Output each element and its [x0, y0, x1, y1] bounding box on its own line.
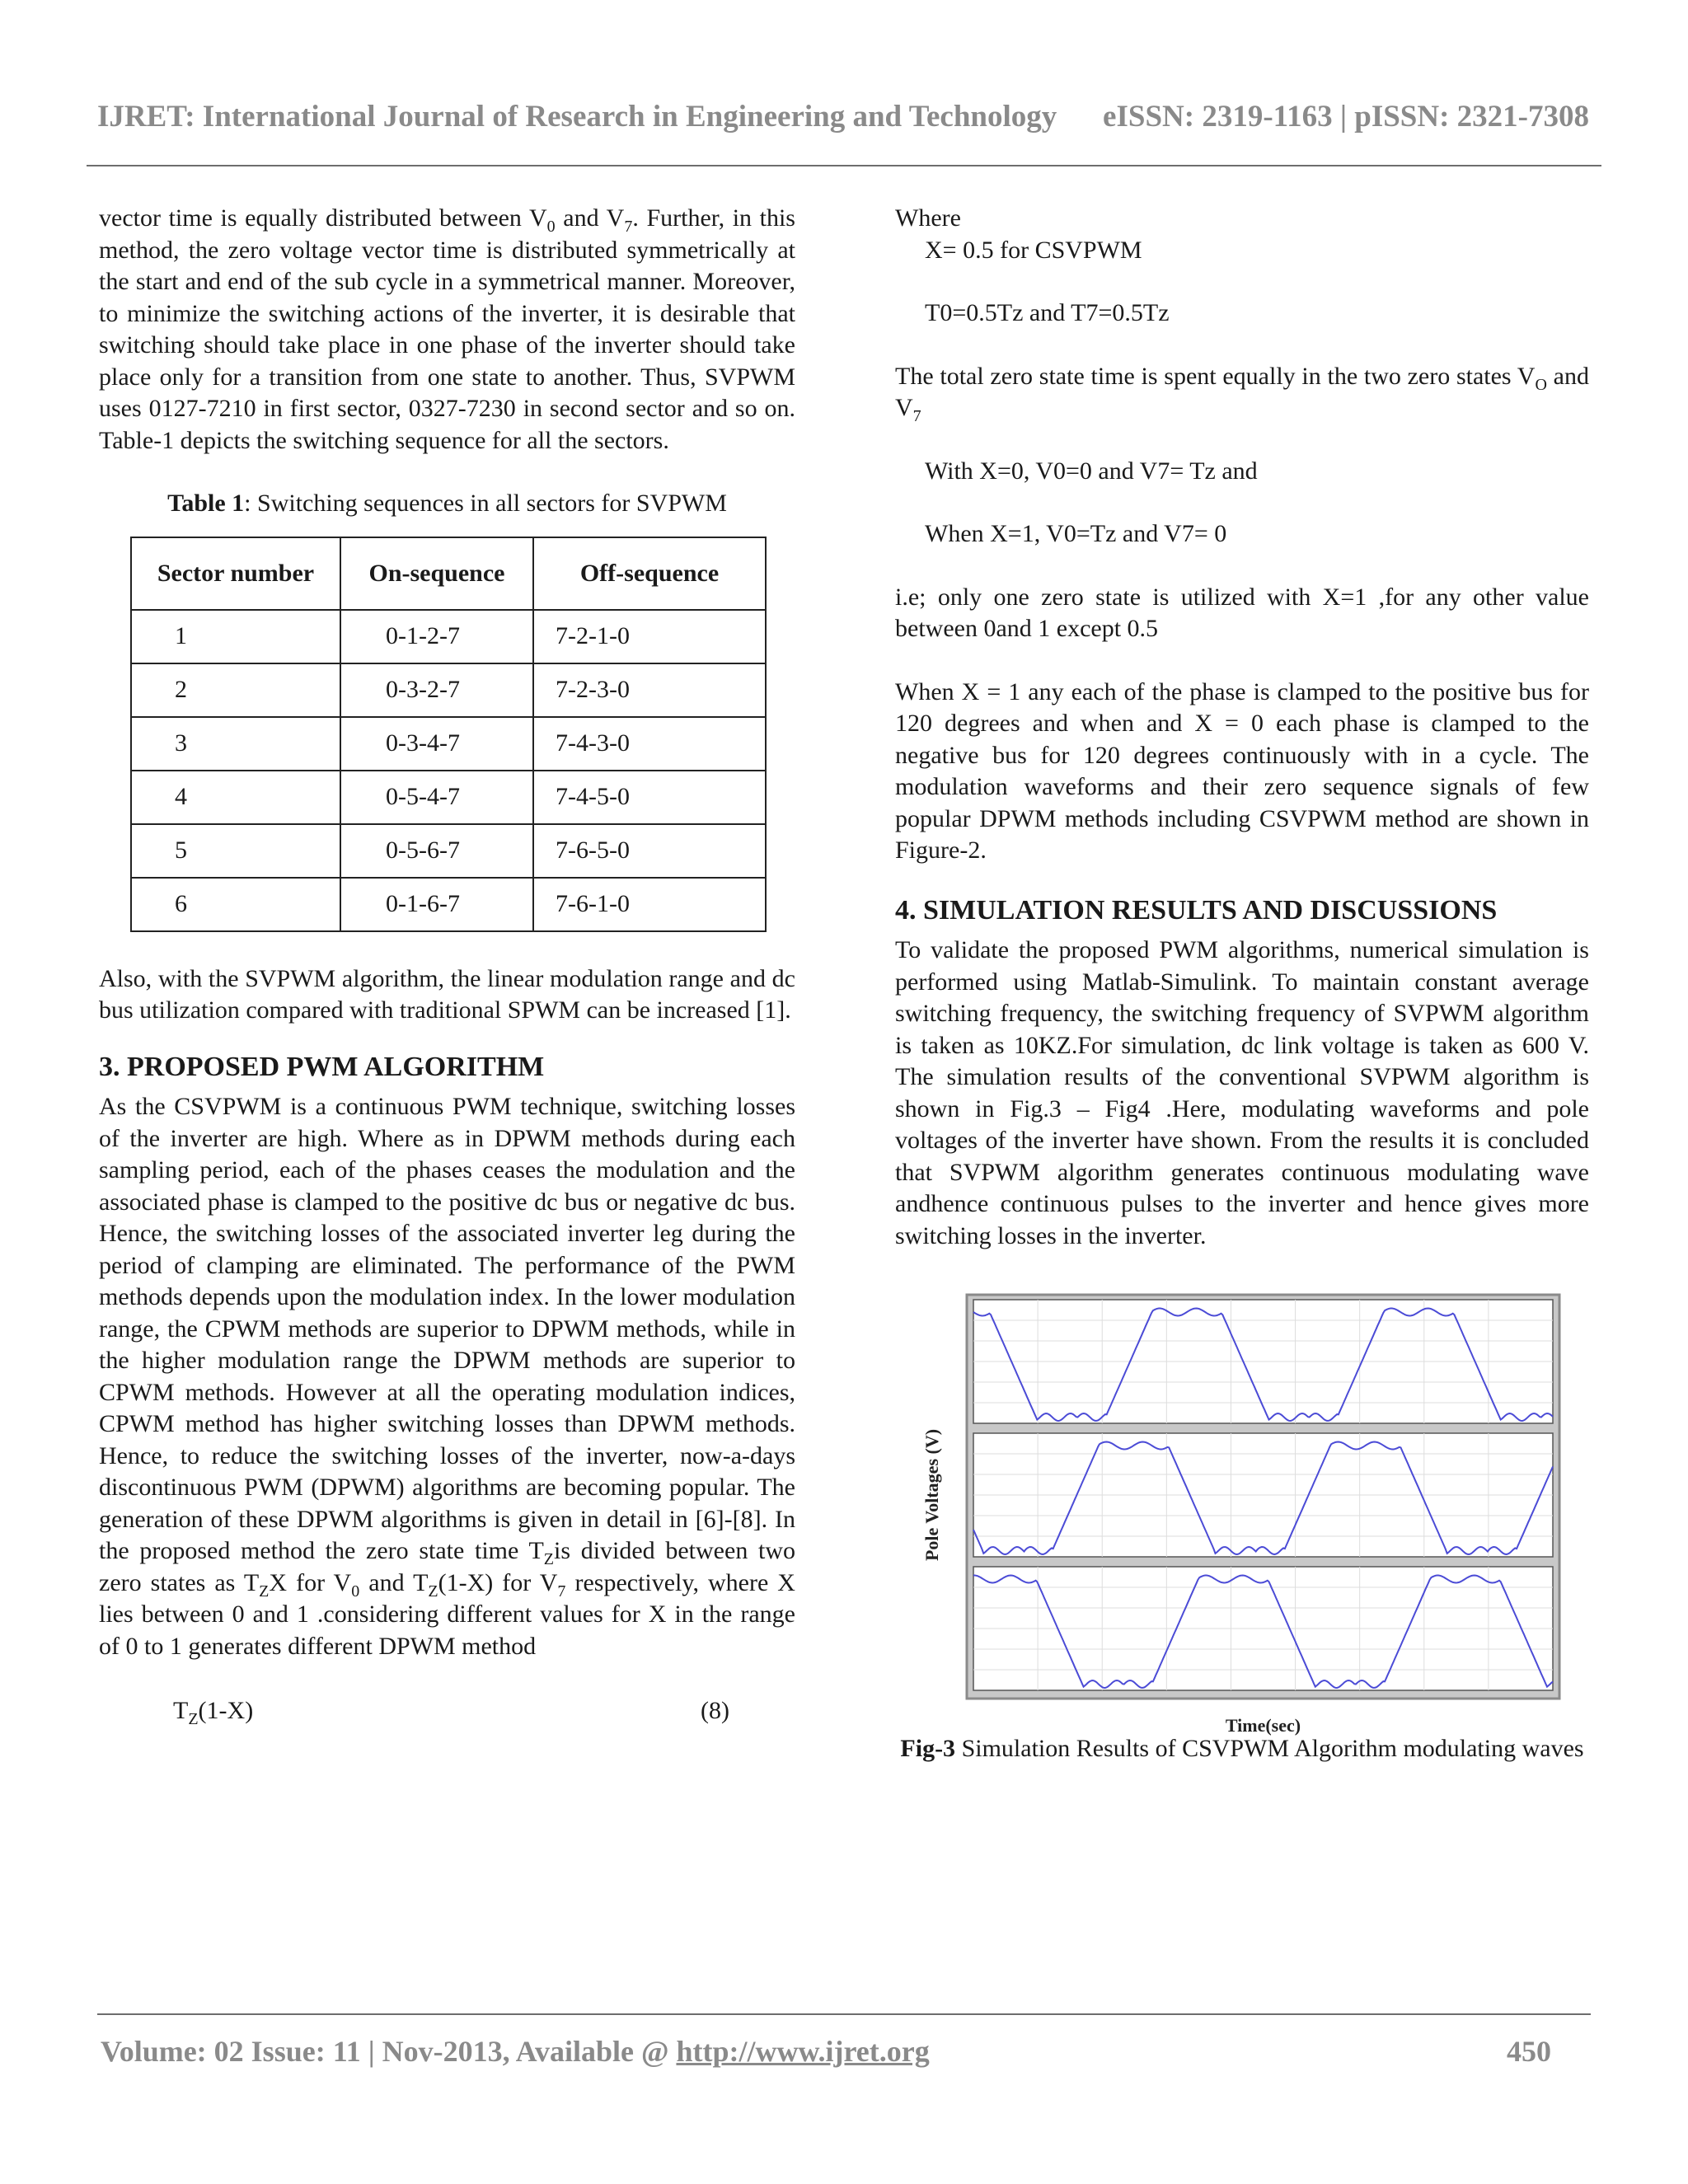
pole-voltage-chart — [895, 1290, 1589, 1736]
where-label: Where — [895, 204, 961, 232]
page-number: 450 — [1507, 2035, 1551, 2068]
paragraph-proposed-pwm: As the CSVPWM is a continuous PWM technique, switching losses of the inverter are high. Where as in DPWM methods during each sampling period, each of the phases ceases the modulation and the associated phase is clamped to the positive dc bus or negative dc bus. Hence, the switching losses of the associated inverter leg during the period of clamping are eliminated. The performance of the PWM methods depends upon the modulation index. In the lower modulation range, the CPWM methods are superior to DPWM methods, while in the higher modulation range the DPWM methods are superior to CPWM methods. However at all the operating modulation indices, CPWM method has higher switching losses than DPWM methods. Hence, to reduce the switching losses of the inverter, now-a-days discontinuous PWM (DPWM) algorithms are becoming popular. The generation of these DPWM algorithms is given in detail in [6]-[8]. In the proposed method the zero state time $T_Zis$ divided between two zero states as $T_ZX$ for $V_0$ and $T_Z(1-X)$ for $V_7$ respectively, where X lies between 0 and 1 .considering different values for X in the range of 0 to 1 generates different DPWM method — [99, 1093, 795, 1660]
x1-line: When X=1, V0=Tz and V7= 0 — [925, 520, 1227, 547]
paragraph-vector-time: vector time is equally distributed between $V_0$ and $V_7$. Further, in this method, the zero voltage vector time is distributed symmetrically at the start and end of the sub cycle in a symmetrical manner. Moreover, to minimize the switching actions of the inverter, it is desirable that switching should take place in one phase of the inverter should take place only for a transition from one state to another. Thus, SVPWM uses 0127-7210 in first sector, 0327-7230 in second sector and so on. Table-1 depicts the switching sequence for all the sectors. — [99, 204, 795, 454]
journal-title: IJRET: International Journal of Research in Engineering and Technology — [97, 100, 1057, 134]
on-sequence-cell: 0-3-4-7 — [340, 717, 533, 771]
left-column — [99, 203, 795, 1727]
off-sequence-cell: 7-6-1-0 — [533, 878, 766, 931]
t0-t7-line: T0=0.5Tz and T7=0.5Tz — [925, 299, 1170, 326]
x-axis-label: Time(sec) — [1225, 1715, 1301, 1736]
section-4-heading: 4. SIMULATION RESULTS AND DISCUSSIONS — [895, 894, 1498, 926]
running-header — [97, 99, 1589, 134]
header-on-sequence: On-sequence — [340, 537, 533, 610]
footer-volume: Volume: 02 Issue: 11 | Nov-2013, Available @ http://www.ijret.org — [101, 2035, 930, 2068]
x0-line: With X=0, V0=0 and V7= Tz and — [925, 457, 1258, 485]
table-header-row — [131, 537, 766, 610]
on-sequence-cell: 0-3-2-7 — [340, 663, 533, 717]
sector-cell: 6 — [131, 878, 340, 931]
off-sequence-cell: 7-6-5-0 — [533, 824, 766, 878]
equation-lhs: $T_Z(1-X)$ — [173, 1697, 254, 1728]
paragraph-clamping: When X = 1 any each of the phase is clamped to the positive bus for 120 degrees and when and X = 0 each phase is clamped to the negative bus for 120 degrees continuously with in a cycle. The modulation waveforms and their zero sequence signals of few popular DPWM methods including CSVPWM method are shown in Figure-2. — [895, 677, 1589, 864]
table-row — [131, 717, 766, 771]
header-sector-number: Sector number — [131, 537, 340, 610]
table-row — [131, 663, 766, 717]
sector-cell: 5 — [131, 824, 340, 878]
paragraph-simulation: To validate the proposed PWM algorithms, numerical simulation is performed using Matlab-Simulink. To maintain constant average switching frequency, the switching frequency of SVPWM algorithm is taken as 10KZ.For simulation, dc link voltage is taken as 600 V. The simulation results of the conventional SVPWM algorithm is shown in Fig.3 – Fig4 .Here, modulating waveforms and pole voltages of the inverter have shown. From the results it is concluded that SVPWM algorithm generates continuous modulating wave andhence continuous pulses to the inverter and hence gives more switching losses in the inverter. — [895, 936, 1589, 1249]
table-row — [131, 771, 766, 824]
issn: eISSN: 2319-1163 | pISSN: 2321-7308 — [1103, 100, 1589, 134]
paragraph-svpwm-advantage: Also, with the SVPWM algorithm, the linear modulation range and dc bus utilization compared with traditional SPWM can be increased [1]. — [99, 964, 795, 1024]
figure-3-caption: Fig-3 Simulation Results of CSVPWM Algorithm modulating waves — [900, 1735, 1584, 1762]
off-sequence-cell: 7-2-1-0 — [533, 610, 766, 663]
paragraph-ie: i.e; only one zero state is utilized with X=1 ,for any other value between 0and 1 except 0.5 — [895, 583, 1589, 642]
header-rule — [87, 165, 1601, 166]
table-row — [131, 824, 766, 878]
sector-cell: 4 — [131, 771, 340, 824]
equation-8 — [99, 1695, 795, 1727]
header-off-sequence: Off-sequence — [533, 537, 766, 610]
right-column — [895, 203, 1589, 1765]
on-sequence-cell: 0-1-2-7 — [340, 610, 533, 663]
journal-link[interactable]: http://www.ijret.org — [676, 2035, 930, 2068]
on-sequence-cell: 0-5-4-7 — [340, 771, 533, 824]
on-sequence-cell: 0-1-6-7 — [340, 878, 533, 931]
sector-cell: 2 — [131, 663, 340, 717]
off-sequence-cell: 7-4-5-0 — [533, 771, 766, 824]
paragraph-total-zero-state: The total zero state time is spent equally in the two zero states $V_O$ and $V_7$ — [895, 362, 1589, 425]
equation-number: (8) — [701, 1697, 729, 1724]
switching-sequence-table — [130, 537, 767, 932]
footer-rule — [97, 2013, 1591, 2015]
sector-cell: 3 — [131, 717, 340, 771]
on-sequence-cell: 0-5-6-7 — [340, 824, 533, 878]
table-row — [131, 878, 766, 931]
table-caption: Table 1: Switching sequences in all sectors for SVPWM — [167, 490, 727, 517]
table-row — [131, 610, 766, 663]
y-axis-label: Pole Voltages (V) — [921, 1428, 942, 1562]
section-3-heading: 3. PROPOSED PWM ALGORITHM — [99, 1051, 545, 1082]
off-sequence-cell: 7-4-3-0 — [533, 717, 766, 771]
x-csvpwm-line: X= 0.5 for CSVPWM — [925, 236, 1142, 264]
running-footer — [101, 2034, 1551, 2069]
sector-cell: 1 — [131, 610, 340, 663]
figure-3-waveforms — [895, 1290, 1589, 1736]
off-sequence-cell: 7-2-3-0 — [533, 663, 766, 717]
